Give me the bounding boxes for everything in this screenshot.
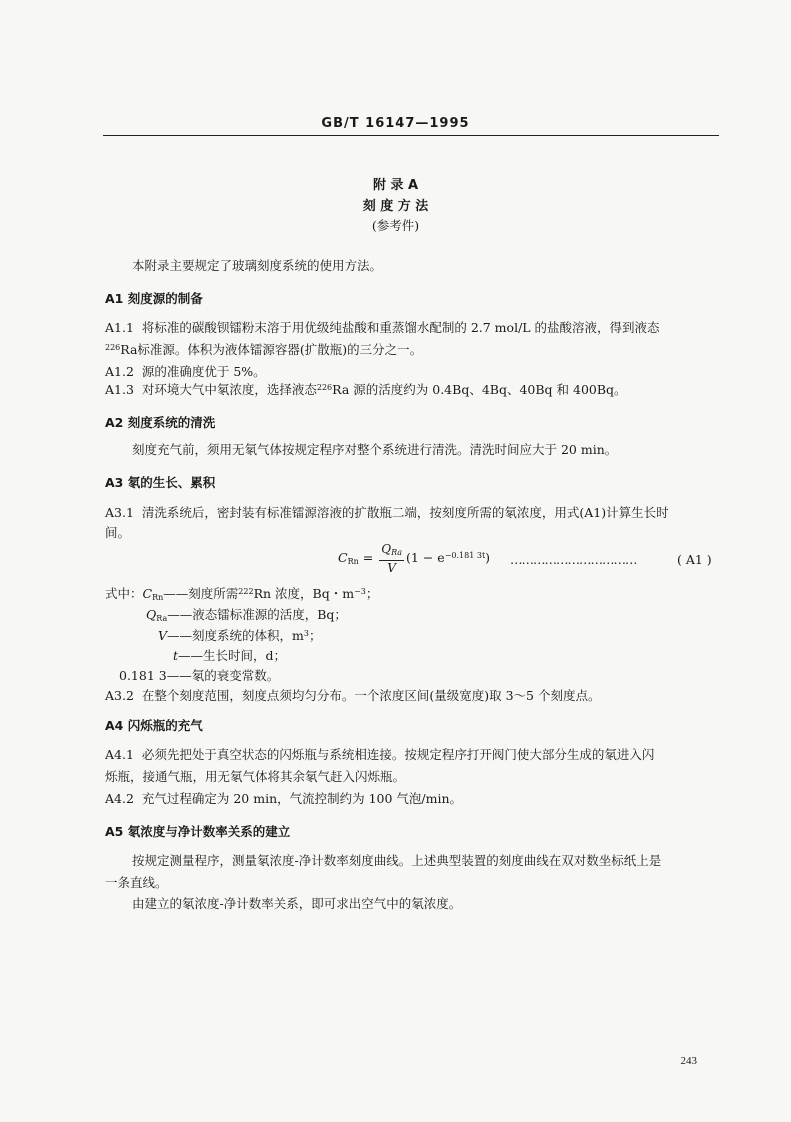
a3-2-text: 在整个刻度范围，刻度点须均匀分布。一个浓度区间(量级宽度)取 3～5 个刻度点。: [141, 688, 601, 703]
section-a2-heading: A2 刻度系统的清洗: [105, 415, 216, 430]
a1-1-label: A1.1: [105, 320, 134, 335]
header-rule: [103, 135, 719, 136]
isotope-sup: 226: [316, 383, 333, 392]
formula-lhs: C: [338, 550, 348, 565]
formula-eq: =: [362, 550, 374, 565]
formula-tag: ( A1 ): [677, 552, 712, 567]
section-a4-heading: A4 闪烁瓶的充气: [105, 718, 203, 733]
a1-1-line2: [105, 340, 422, 358]
section-a3-heading: A3 氡的生长、累积: [105, 475, 216, 490]
where-label: 式中：: [105, 586, 143, 601]
var-qra: $Q_{Ra}——$液态镭标准源的活度，Bq；: [146, 607, 347, 623]
section-a5-heading: A5 氡浓度与净计数率关系的建立: [105, 824, 291, 839]
a1-1-line1: [105, 318, 660, 336]
a5-para2: 由建立的氡浓度-净计数率关系，即可求出空气中的氡浓度。: [132, 896, 462, 911]
appendix-subtitle: 刻 度 方 法: [362, 199, 429, 214]
formula-fraction: [379, 542, 404, 575]
a2-paragraph: 刻度充气前，须用无氡气体按规定程序对整个系统进行清洗。清洗时间应大于 20 min。: [132, 442, 618, 457]
a4-1-label: A4.1: [105, 747, 134, 762]
a3-1-line1: [105, 503, 669, 521]
a5-para1-line1: 按规定测量程序，测量氡浓度-净计数率刻度曲线。上述典型装置的刻度曲线在双对数坐标纸上是: [132, 853, 662, 868]
a4-1-line1: [105, 745, 654, 763]
a1-2-text: 源的准确度优于 5%。: [141, 364, 266, 379]
a3-2-line: [105, 686, 600, 704]
var-t: t——生长时间，d；: [173, 648, 287, 663]
a1-3-text-b: Ra 源的活度约为 0.4Bq、4Bq、40Bq 和 400Bq。: [332, 382, 627, 397]
a3-1-label: A3.1: [105, 505, 134, 520]
a3-2-label: A3.2: [105, 688, 134, 703]
var-v: V——刻度系统的体积，$m^3$；: [158, 628, 322, 643]
a1-3-text-a: 对环境大气中氡浓度，选择液态: [141, 382, 317, 397]
a1-2-label: A1.2: [105, 364, 134, 379]
formula-exponent: −0.181 3t: [444, 551, 486, 560]
var-decay: 0.181 3——氡的衰变常数。: [119, 668, 280, 683]
isotope-sup: 226: [105, 343, 121, 352]
a1-2-line: [105, 362, 266, 380]
a4-2-label: A4.2: [105, 791, 134, 806]
a5-para1-line2: 一条直线。: [105, 875, 168, 890]
a1-1-text: 将标准的碳酸钡镭粉末溶于用优级纯盐酸和重蒸馏水配制的 2.7 mol/L 的盐酸溶液，得到液态: [141, 320, 660, 335]
a4-1-text: 必须先把处于真空状态的闪烁瓶与系统相连接。按规定程序打开阀门使大部分生成的氡进入闪: [141, 747, 655, 762]
intro-paragraph: 本附录主要规定了玻璃刻度系统的使用方法。: [132, 258, 383, 273]
formula-lhs-sub: Rn: [347, 557, 359, 566]
appendix-note: (参考件): [371, 218, 420, 233]
var-crn: 式中：$C_{Rn}——$刻度所需$^{222}$Rn 浓度，Bq・$m^{-3}$；: [105, 586, 379, 602]
formula-close: ): [485, 550, 491, 565]
a4-2-line: [105, 789, 462, 807]
formula-denominator: V: [387, 561, 396, 575]
formula-numerator: $Q_{Ra}$: [379, 542, 404, 561]
a3-1-line2: 间。: [105, 525, 131, 540]
formula-rest: (1 − e: [406, 550, 445, 565]
a1-3-line: [105, 380, 627, 398]
section-a1-heading: A1 刻度源的制备: [105, 291, 203, 306]
a4-1-line2: 烁瓶，接通气瓶，用无氡气体将其余氡气赶入闪烁瓶。: [105, 769, 406, 784]
page-number: 243: [680, 1055, 697, 1067]
a1-1-text2: Ra标准源。体积为液体镭源容器(扩散瓶)的三分之一。: [120, 342, 423, 357]
formula-a1: [338, 542, 490, 575]
standard-header: GB/T 16147—1995: [321, 116, 470, 131]
a4-2-text: 充气过程确定为 20 min，气流控制约为 100 气泡/min。: [141, 791, 463, 806]
appendix-title: 附 录 A: [372, 178, 419, 193]
formula-leader: ……………………………: [510, 552, 637, 567]
a3-1-text: 清洗系统后，密封装有标准镭源溶液的扩散瓶二端，按刻度所需的氡浓度，用式(A1)计算生长时: [141, 505, 669, 520]
a1-3-label: A1.3: [105, 382, 134, 397]
